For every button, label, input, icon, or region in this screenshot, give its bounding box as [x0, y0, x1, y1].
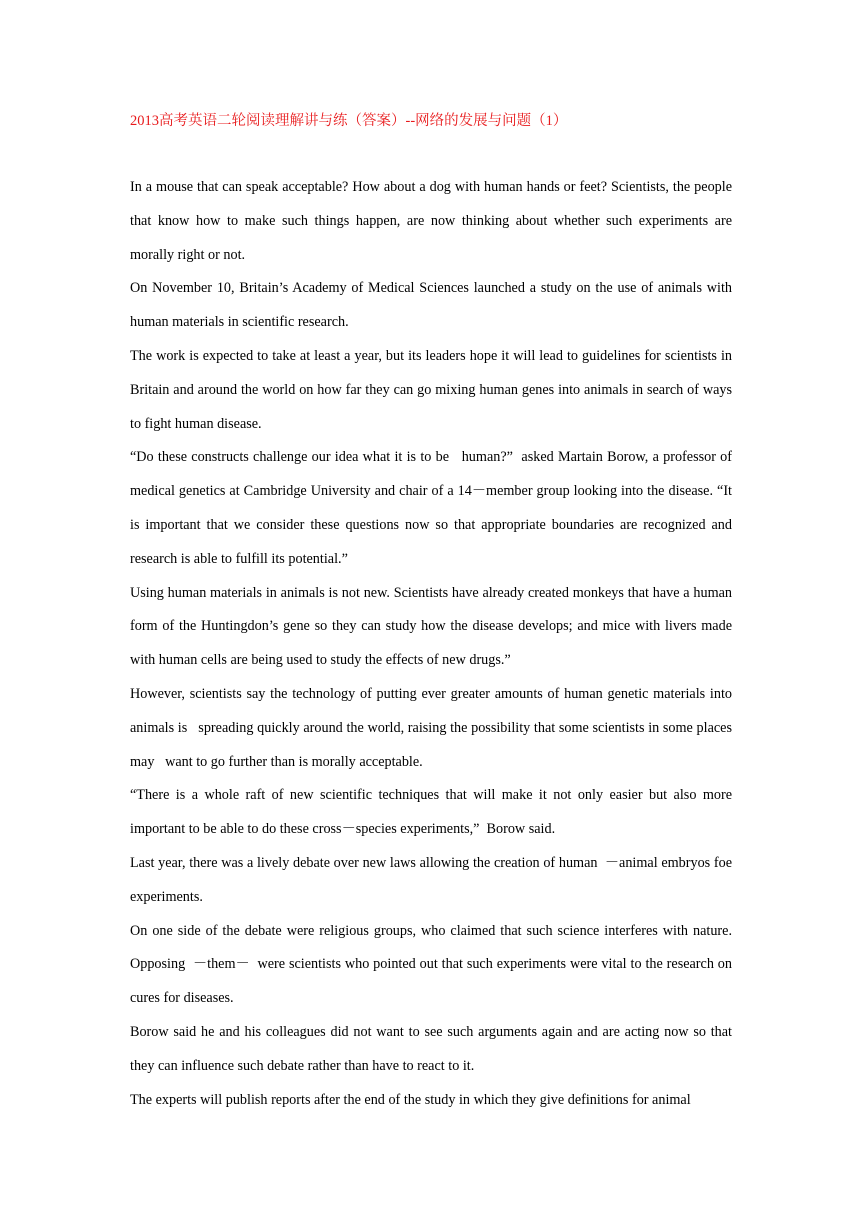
- paragraph-3: The work is expected to take at least a year, but its leaders hope it will lead to guidelines for scientists in Britain and around the world on how far they can go mixing human genes into animals in search of ways to fight human disease.: [130, 347, 736, 432]
- paragraph-5: Using human materials in animals is not new. Scientists have already created monkeys that have a human form of the Huntingdon’s gene so they can study how the disease develops; and mice with livers made with human cells are being used to study the effects of new drugs.”: [130, 584, 736, 669]
- paragraph-11: The experts will publish reports after the end of the study in which they give definitions for animal: [130, 1091, 691, 1108]
- paragraph-4: “Do these constructs challenge our idea what it is to be human?” asked Martain Borow, a professor of medical genetics at Cambridge University and chair of a 14－member group looking into the disease. “It is important that we consider these questions now so that appropriate boundaries are recognized and research is able to fulfill its potential.”: [130, 449, 736, 567]
- paragraph-2: On November 10, Britain’s Academy of Medical Sciences launched a study on the use of animals with human materials in scientific research.: [130, 280, 736, 331]
- paragraph-10: Borow said he and his colleagues did not want to see such arguments again and are acting now so that they can influence such debate rather than have to react to it.: [130, 1023, 736, 1074]
- document-title: 2013高考英语二轮阅读理解讲与练（答案）--网络的发展与问题（1）: [130, 113, 568, 129]
- paragraph-1: In a mouse that can speak acceptable? How about a dog with human hands or feet? Scientists, the people that know how to make such things happen, are now thinking about whether such experiments are morally right or not.: [130, 179, 736, 263]
- article-body: [130, 171, 743, 1117]
- paragraph-9: On one side of the debate were religious groups, who claimed that such science interferes with nature. Opposing －them－ were scientists who pointed out that such experiments were vital to the research on cures for diseases.: [130, 922, 736, 1007]
- paragraph-8: Last year, there was a lively debate over new laws allowing the creation of human －animal embryos foe experiments.: [130, 854, 736, 905]
- paragraph-7: “There is a whole raft of new scientific techniques that will make it not only easier but also more important to be able to do these cross－species experiments,” Borow said.: [130, 787, 736, 838]
- paragraph-6: However, scientists say the technology of putting ever greater amounts of human genetic materials into animals is spreading quickly around the world, raising the possibility that some scientists in some places may want to go further than is morally acceptable.: [130, 685, 743, 770]
